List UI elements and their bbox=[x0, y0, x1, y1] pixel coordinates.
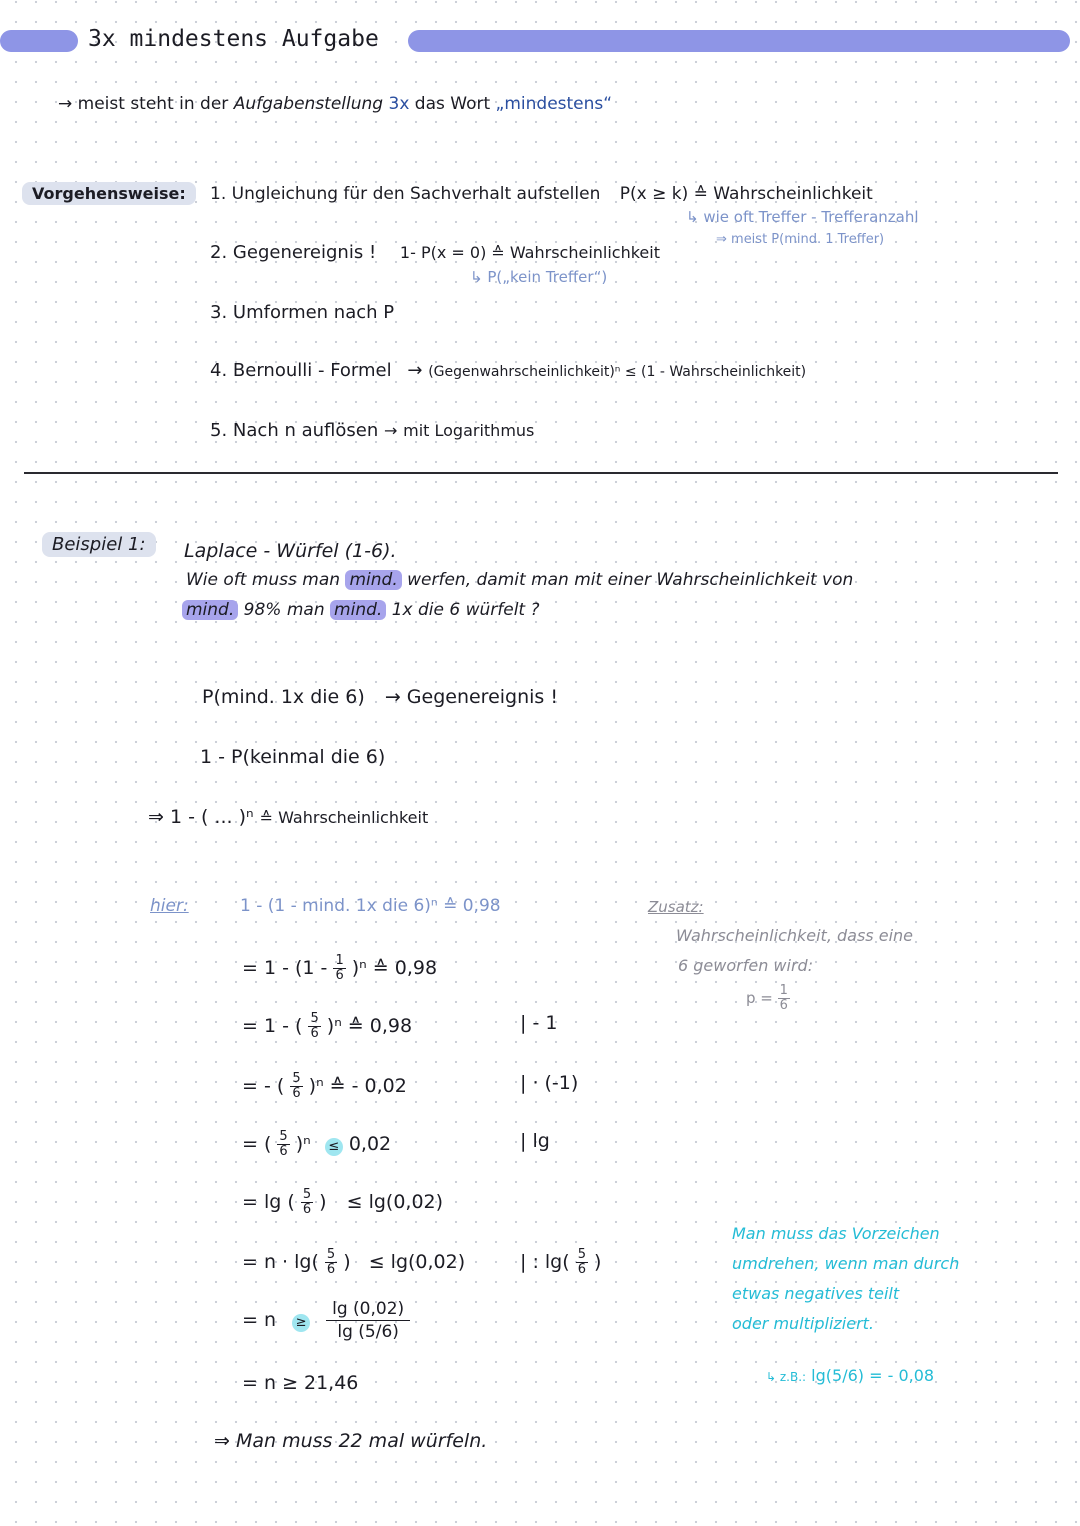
step-a-text: P(mind. 1x die 6) bbox=[202, 686, 365, 708]
step-2-note: ↳ P(„kein Treffer“) bbox=[470, 268, 608, 286]
line3-operation: | · (-1) bbox=[520, 1072, 579, 1094]
frac-den: 6 bbox=[279, 1144, 288, 1159]
highlight-mind: mind. bbox=[345, 570, 401, 590]
line1-pre: = 1 - (1 - bbox=[242, 957, 328, 979]
step-1-note-b: ⇒ meist P(mind. 1 Treffer) bbox=[716, 232, 885, 247]
conclusion: ⇒ Man muss 22 mal würfeln. bbox=[214, 1430, 488, 1452]
frac-num: 5 bbox=[279, 1129, 288, 1144]
fraction-five-sixths bbox=[308, 1012, 320, 1041]
step-2 bbox=[210, 242, 660, 263]
frac-num: 5 bbox=[292, 1071, 301, 1086]
zusatz-line-2: 6 geworfen wird: bbox=[678, 956, 814, 975]
intro-text-a: meist steht in der bbox=[77, 94, 229, 114]
line6-post: ) bbox=[343, 1251, 351, 1273]
step-2-text: Gegenereignis ! bbox=[232, 242, 377, 263]
line4-value: 0,02 bbox=[348, 1133, 392, 1155]
step-3 bbox=[210, 302, 394, 323]
solution-line-4 bbox=[242, 1130, 391, 1159]
frac-den: 6 bbox=[326, 1262, 336, 1277]
step-2-formula: 1- P(x = 0) ≙ Wahrscheinlichkeit bbox=[399, 243, 660, 262]
step-1-note-a: ↳ wie oft Treffer - Trefferanzahl bbox=[686, 208, 919, 226]
sign-note-example-formula: lg(5/6) = - 0,08 bbox=[811, 1366, 935, 1385]
log-fraction-num: lg (0,02) bbox=[326, 1298, 410, 1321]
arrow-icon: → bbox=[58, 94, 73, 114]
frac-den: 6 bbox=[779, 998, 788, 1013]
line5-pre: = lg ( bbox=[242, 1191, 295, 1213]
step-a-arrow: → Gegenereignis ! bbox=[384, 686, 558, 708]
step-4-text: Bernoulli - Formel bbox=[232, 360, 392, 381]
line7-pre: = n bbox=[242, 1309, 277, 1331]
step-c-suffix: ≙ Wahrscheinlichkeit bbox=[259, 808, 429, 827]
title-bar-accent-left bbox=[0, 30, 78, 52]
step-c-prefix: ⇒ 1 - ( ... )ⁿ bbox=[148, 806, 254, 828]
fraction-one-sixth bbox=[778, 984, 790, 1013]
section-divider bbox=[24, 472, 1058, 474]
line6-op-post: ) bbox=[594, 1251, 602, 1273]
line6-op: | : lg( bbox=[520, 1251, 570, 1273]
frac-den: 6 bbox=[310, 1026, 319, 1041]
frac-num: 5 bbox=[302, 1187, 312, 1202]
question-text-b: werfen, damit man mit einer Wahrscheinlichkeit von bbox=[407, 570, 854, 590]
procedure-label: Vorgehensweise: bbox=[22, 182, 196, 205]
intro-text-e: „mindestens“ bbox=[495, 94, 613, 114]
line3-pre: = - ( bbox=[242, 1075, 285, 1097]
step-5-number: 5. bbox=[210, 420, 228, 441]
hier-label: hier: bbox=[150, 896, 189, 916]
example-step-a bbox=[202, 686, 558, 708]
fraction-one-sixth bbox=[333, 954, 345, 983]
line4-pre: = ( bbox=[242, 1133, 272, 1155]
sign-note-example bbox=[766, 1366, 934, 1385]
sign-note-example-prefix: ↳ z.B.: bbox=[766, 1370, 807, 1384]
sign-note-line-1: Man muss das Vorzeichen bbox=[732, 1224, 940, 1243]
intro-text-d: das Wort bbox=[414, 94, 491, 114]
solution-line-7 bbox=[242, 1298, 410, 1343]
example-line-1: Laplace - Würfel (1-6). bbox=[184, 540, 397, 562]
step-2-number: 2. bbox=[210, 242, 228, 263]
frac-num: 1 bbox=[779, 983, 788, 998]
step-5 bbox=[210, 420, 534, 441]
line6-rhs: ≤ lg(0,02) bbox=[368, 1251, 466, 1273]
arrow-icon: → bbox=[383, 421, 398, 440]
step-1 bbox=[210, 184, 873, 204]
line3-post: )ⁿ ≙ - 0,02 bbox=[308, 1075, 407, 1097]
zusatz-label: Zusatz: bbox=[648, 898, 704, 916]
fraction-five-sixths bbox=[576, 1248, 588, 1277]
highlight-mind: mind. bbox=[182, 600, 238, 620]
log-fraction bbox=[326, 1298, 410, 1343]
example-label: Beispiel 1: bbox=[42, 532, 156, 557]
solution-line-0: 1 - (1 - mind. 1x die 6)ⁿ ≙ 0,98 bbox=[240, 896, 501, 916]
title-bar-accent-right bbox=[408, 30, 1070, 52]
sign-note-line-4: oder multipliziert. bbox=[732, 1314, 875, 1333]
arrow-icon: → bbox=[407, 360, 423, 381]
line4-post: )ⁿ bbox=[295, 1133, 311, 1155]
fraction-five-sixths bbox=[301, 1188, 313, 1217]
solution-line-1 bbox=[242, 954, 437, 983]
example-question-line-2 bbox=[182, 600, 540, 620]
highlight-symbol: ≥ bbox=[292, 1314, 310, 1332]
frac-den: 6 bbox=[335, 968, 344, 983]
intro-line bbox=[58, 94, 612, 114]
step-5-text: Nach n auflösen bbox=[232, 420, 379, 441]
zusatz-probability bbox=[746, 984, 790, 1013]
sign-note-line-3: etwas negatives teilt bbox=[732, 1284, 900, 1303]
line6-operation bbox=[520, 1248, 601, 1277]
question-text-c: 98% man bbox=[243, 600, 325, 620]
solution-line-5 bbox=[242, 1188, 443, 1217]
step-5-formula: mit Logarithmus bbox=[403, 421, 535, 440]
line1-post: )ⁿ ≙ 0,98 bbox=[351, 957, 438, 979]
step-1-formula: P(x ≥ k) ≙ Wahrscheinlichkeit bbox=[619, 184, 873, 204]
step-1-text: Ungleichung für den Sachverhalt aufstellen bbox=[231, 184, 601, 204]
frac-den: 6 bbox=[302, 1202, 312, 1217]
intro-text-c: 3x bbox=[388, 94, 410, 114]
solution-line-2 bbox=[242, 1012, 412, 1041]
line6-pre: = n · lg( bbox=[242, 1251, 319, 1273]
frac-den: 6 bbox=[292, 1086, 301, 1101]
question-text-a: Wie oft muss man bbox=[186, 570, 341, 590]
step-3-text: Umformen nach P bbox=[232, 302, 395, 323]
highlight-symbol: ≤ bbox=[325, 1138, 343, 1156]
example-step-b: 1 - P(keinmal die 6) bbox=[200, 746, 386, 768]
solution-line-8: = n ≥ 21,46 bbox=[242, 1372, 359, 1394]
step-4 bbox=[210, 360, 806, 381]
frac-num: 5 bbox=[577, 1247, 586, 1262]
line2-operation: | - 1 bbox=[520, 1012, 558, 1034]
fraction-five-sixths bbox=[290, 1072, 302, 1101]
fraction-five-sixths bbox=[277, 1130, 289, 1159]
solution-line-3 bbox=[242, 1072, 407, 1101]
highlight-mind: mind. bbox=[330, 600, 386, 620]
line5-rhs: ≤ lg(0,02) bbox=[346, 1191, 444, 1213]
log-fraction-den: lg (5/6) bbox=[337, 1322, 399, 1342]
line5-post: ) bbox=[319, 1191, 327, 1213]
line4-operation: | lg bbox=[520, 1130, 550, 1152]
frac-num: 5 bbox=[310, 1011, 319, 1026]
page-title: 3x mindestens Aufgabe bbox=[88, 26, 379, 52]
p-label: p = bbox=[746, 989, 773, 1007]
question-text-d: 1x die 6 würfelt ? bbox=[391, 600, 540, 620]
example-step-c bbox=[148, 806, 428, 828]
intro-text-b: Aufgabenstellung bbox=[233, 94, 384, 114]
sign-note-line-2: umdrehen, wenn man durch bbox=[732, 1254, 960, 1273]
frac-den: 6 bbox=[577, 1262, 586, 1277]
step-4-number: 4. bbox=[210, 360, 228, 381]
zusatz-line-1: Wahrscheinlichkeit, dass eine bbox=[676, 926, 913, 945]
frac-num: 1 bbox=[335, 953, 344, 968]
step-3-number: 3. bbox=[210, 302, 228, 323]
fraction-five-sixths bbox=[325, 1248, 337, 1277]
frac-num: 5 bbox=[326, 1247, 336, 1262]
solution-line-6 bbox=[242, 1248, 465, 1277]
line2-post: )ⁿ ≙ 0,98 bbox=[326, 1015, 413, 1037]
line2-pre: = 1 - ( bbox=[242, 1015, 303, 1037]
step-4-formula: (Gegenwahrscheinlichkeit)ⁿ ≤ (1 - Wahrscheinlichkeit) bbox=[428, 364, 807, 380]
step-1-number: 1. bbox=[210, 184, 227, 204]
example-question-line-1 bbox=[186, 570, 853, 590]
